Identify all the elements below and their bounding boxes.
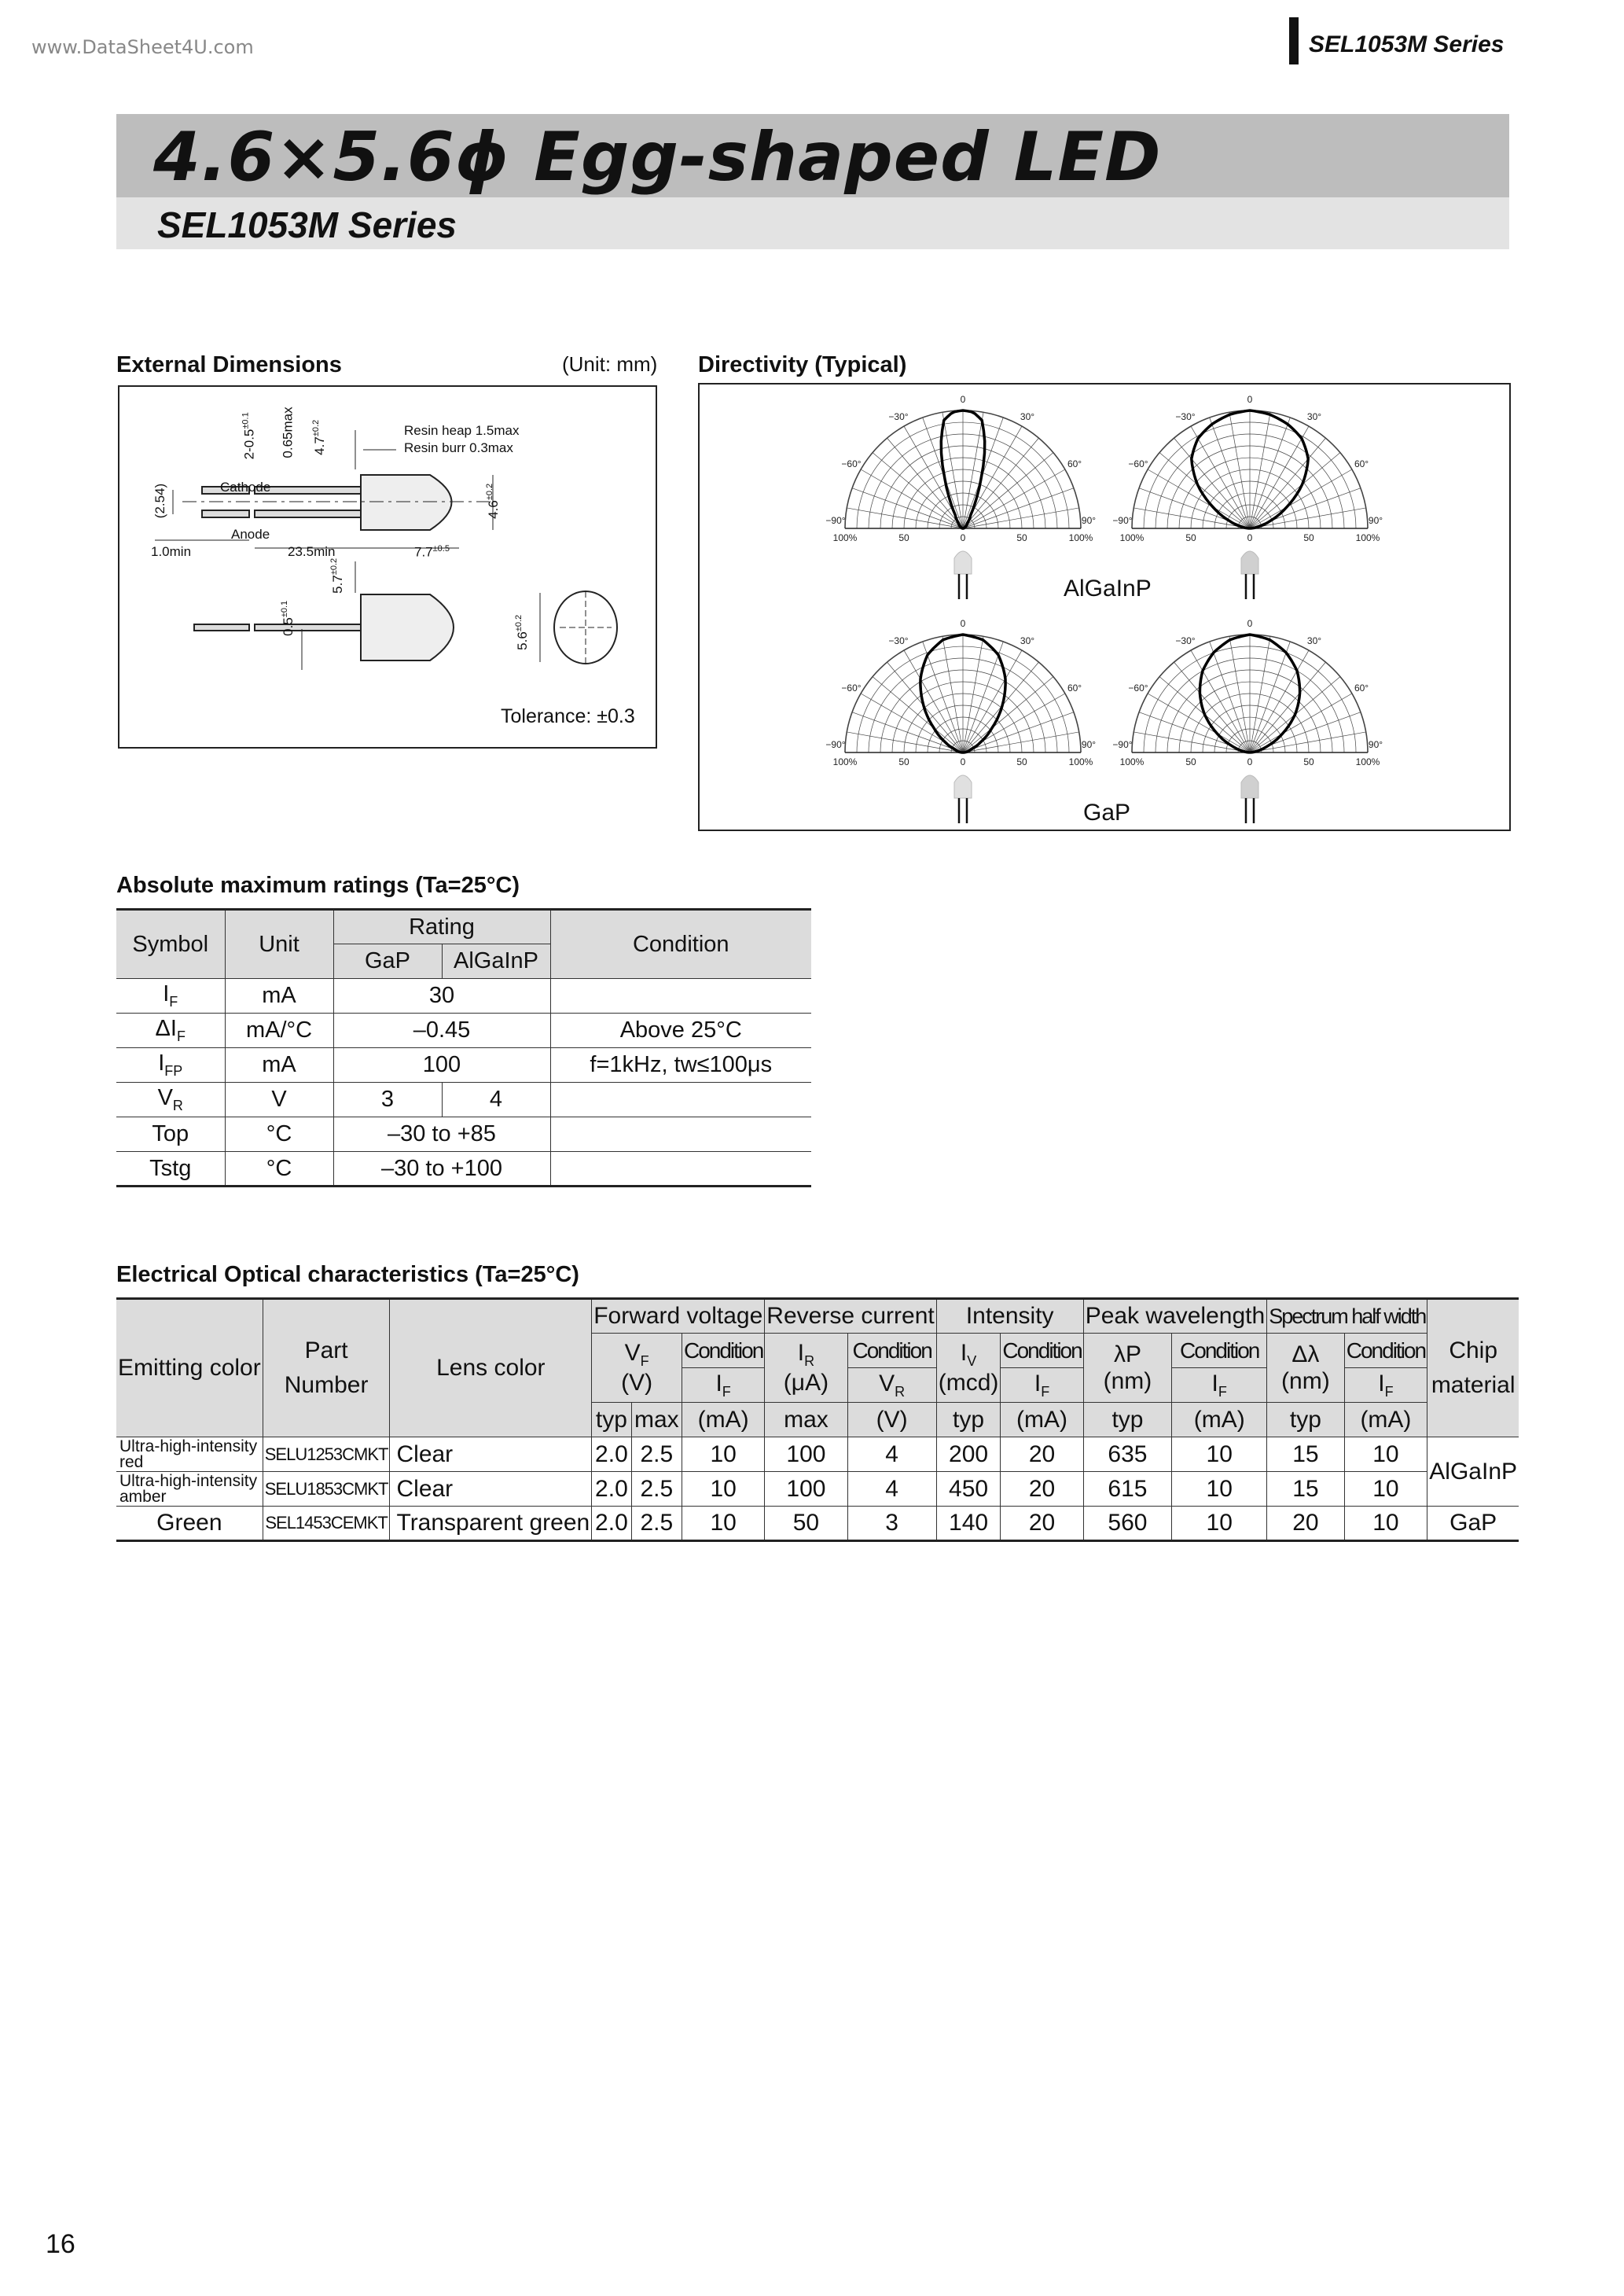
- eo-lens: Clear: [390, 1472, 592, 1507]
- eo-chip-gap: GaP: [1427, 1507, 1519, 1541]
- abs-unit: °C: [225, 1152, 333, 1187]
- angle-label: 30°: [1020, 410, 1035, 422]
- eo-iv: 200: [936, 1437, 1001, 1472]
- col-chip-material: Chip material: [1427, 1299, 1519, 1437]
- eo-if3: 10: [1172, 1472, 1267, 1507]
- radial-label: 0: [1247, 532, 1253, 543]
- header-bar: [1289, 17, 1299, 64]
- eo-if2: 20: [1001, 1472, 1083, 1507]
- led-icon: [1241, 551, 1258, 574]
- col-unit: Unit: [225, 910, 333, 979]
- lead-min-label: 1.0min: [151, 544, 192, 559]
- eo-ir: 100: [765, 1437, 847, 1472]
- directivity-heading: Directivity (Typical): [698, 352, 907, 377]
- angle-label: −60°: [841, 683, 862, 694]
- directivity-box: [698, 383, 1511, 831]
- abs-rating-algainp: 4: [442, 1083, 550, 1117]
- abs-unit: V: [225, 1083, 333, 1117]
- v-unit-2: (V): [847, 1403, 936, 1437]
- gap-group-label: GaP: [1083, 800, 1131, 826]
- pitch-label: (2.54): [152, 483, 168, 519]
- eo-vtyp: 2.0: [592, 1437, 631, 1472]
- eo-row: [116, 1437, 1519, 1472]
- eo-if1: 10: [682, 1437, 764, 1472]
- page-title: 4.6×5.6ϕ Egg-shaped LED: [153, 118, 1162, 197]
- col-spectrum-half-width: Spectrum half width: [1267, 1299, 1427, 1334]
- tolerance-note: Tolerance: ±0.3: [501, 705, 635, 727]
- width-57-label: $5.7^{\pm 0.2}$: [329, 557, 345, 594]
- max-2: max: [765, 1403, 847, 1437]
- page-subtitle: SEL1053M Series: [157, 204, 457, 245]
- cond-3: Condition: [1001, 1334, 1083, 1368]
- eo-vmax: 2.5: [631, 1507, 682, 1541]
- eo-if4: 10: [1344, 1507, 1427, 1541]
- radial-label: 0: [960, 756, 966, 767]
- eo-dl: 15: [1267, 1437, 1344, 1472]
- col-symbol: Symbol: [116, 910, 225, 979]
- col-peak-wavelength: Peak wavelength: [1083, 1299, 1267, 1334]
- abs-row: [116, 1014, 811, 1048]
- eo-heading: Electrical Optical characteristics (Ta=25°C): [116, 1262, 579, 1287]
- col-emitting-color: Emitting color: [116, 1299, 263, 1437]
- radial-label: 50: [1185, 756, 1196, 767]
- angle-label: −60°: [1128, 683, 1148, 694]
- dl-symbol: Δλ (nm): [1267, 1334, 1344, 1403]
- cond-4: Condition: [1172, 1334, 1267, 1368]
- angle-label: −30°: [1175, 635, 1196, 646]
- eo-dl: 15: [1267, 1472, 1344, 1507]
- col-algainp: AlGaInP: [442, 944, 550, 979]
- abs-row: [116, 1152, 811, 1187]
- lp-symbol: λP (nm): [1083, 1334, 1172, 1403]
- abs-symbol: $\Delta I_F$: [116, 1014, 225, 1048]
- eo-iv: 450: [936, 1472, 1001, 1507]
- eo-vr: 4: [847, 1472, 936, 1507]
- abs-max-heading: Absolute maximum ratings (Ta=25°C): [116, 873, 520, 898]
- col-lens-color: Lens color: [390, 1299, 592, 1437]
- algainp-group-label: AlGaInP: [1064, 576, 1152, 602]
- angle-label: 60°: [1354, 683, 1369, 694]
- height-56-label: $5.6^{\pm 0.2}$: [514, 614, 530, 650]
- col-condition: Condition: [550, 910, 811, 979]
- eo-row: [116, 1472, 1519, 1507]
- abs-row: [116, 1083, 811, 1117]
- ir-symbol: $I_R$ (μA): [765, 1334, 847, 1403]
- cond-5: Condition: [1344, 1334, 1427, 1368]
- if-sym-1: $I_F$: [682, 1368, 764, 1403]
- eo-vtyp: 2.0: [592, 1472, 631, 1507]
- eo-chip-algainp: AlGaInP: [1427, 1437, 1519, 1507]
- eo-emitting-color: Ultra-high-intensity red: [116, 1437, 263, 1472]
- dimensions-drawing: [118, 385, 657, 749]
- angle-label: 30°: [1020, 635, 1035, 646]
- eo-ir: 100: [765, 1472, 847, 1507]
- angle-label: −60°: [1128, 458, 1148, 469]
- angle-label: 90°: [1081, 515, 1097, 526]
- eo-if3: 10: [1172, 1507, 1267, 1541]
- abs-symbol: Top: [116, 1117, 225, 1152]
- radial-label: 100%: [832, 756, 858, 767]
- led-icon: [954, 775, 972, 798]
- angle-label: 60°: [1067, 683, 1082, 694]
- ma-2: (mA): [1001, 1403, 1083, 1437]
- radial-label: 50: [1303, 532, 1314, 543]
- eo-emitting-color: Ultra-high-intensity amber: [116, 1472, 263, 1507]
- radial-label: 100%: [1355, 532, 1380, 543]
- eo-vr: 3: [847, 1507, 936, 1541]
- abs-unit: mA: [225, 1048, 333, 1083]
- eo-if4: 10: [1344, 1472, 1427, 1507]
- cathode-label: Cathode: [220, 480, 271, 495]
- eo-vr: 4: [847, 1437, 936, 1472]
- dimension-drawing-svg: [119, 387, 656, 747]
- eo-if4: 10: [1344, 1437, 1427, 1472]
- radial-label: 100%: [1068, 532, 1093, 543]
- angle-label: −90°: [1112, 739, 1133, 750]
- cond-1: Condition: [682, 1334, 764, 1368]
- abs-symbol: $V_R$: [116, 1083, 225, 1117]
- radial-label: 50: [898, 756, 909, 767]
- abs-row: [116, 1048, 811, 1083]
- radial-label: 50: [1016, 532, 1027, 543]
- eo-if1: 10: [682, 1507, 764, 1541]
- page-number: 16: [46, 2229, 75, 2259]
- cond-2: Condition: [847, 1334, 936, 1368]
- col-part-number: Part Number: [263, 1299, 390, 1437]
- angle-label: 0: [1247, 618, 1253, 629]
- led-icon: [954, 551, 972, 574]
- angle-label: −90°: [825, 515, 846, 526]
- if-sym-3: $I_F$: [1172, 1368, 1267, 1403]
- typ-1: typ: [592, 1403, 631, 1437]
- abs-symbol: $I_{FP}$: [116, 1048, 225, 1083]
- typ-2: typ: [936, 1403, 1001, 1437]
- lead-length-label: 23.5min: [288, 544, 336, 559]
- abs-rating-gap: 3: [333, 1083, 442, 1117]
- ma-4: (mA): [1344, 1403, 1427, 1437]
- col-forward-voltage: Forward voltage: [592, 1299, 765, 1334]
- lead-width-label: $2-0.5^{\pm 0.1}$: [241, 412, 257, 460]
- angle-label: 90°: [1368, 515, 1383, 526]
- abs-unit: °C: [225, 1117, 333, 1152]
- abs-condition: [550, 979, 811, 1014]
- radial-label: 100%: [1119, 756, 1145, 767]
- eo-table: [116, 1297, 1519, 1542]
- ma-1: (mA): [682, 1403, 764, 1437]
- angle-label: −30°: [888, 635, 909, 646]
- width-47-label: $4.7^{\pm 0.2}$: [311, 419, 327, 455]
- typ-4: typ: [1267, 1403, 1344, 1437]
- polar-diagrams: [700, 385, 1509, 830]
- abs-rating: –30 to +85: [333, 1117, 550, 1152]
- angle-label: 30°: [1306, 635, 1322, 646]
- eo-ir: 50: [765, 1507, 847, 1541]
- eo-part-number: SELU1853CMKT: [263, 1472, 390, 1507]
- radial-label: 100%: [1355, 756, 1380, 767]
- eo-if2: 20: [1001, 1507, 1083, 1541]
- col-intensity: Intensity: [936, 1299, 1083, 1334]
- angle-label: −90°: [1112, 515, 1133, 526]
- radial-label: 0: [960, 532, 966, 543]
- abs-condition: f=1kHz, tw≤100μs: [550, 1048, 811, 1083]
- abs-row: [116, 979, 811, 1014]
- col-rating: Rating: [333, 910, 550, 944]
- resin-heap-label: Resin heap 1.5max: [404, 423, 520, 438]
- radial-label: 50: [898, 532, 909, 543]
- eo-lp: 635: [1083, 1437, 1172, 1472]
- max-1: max: [631, 1403, 682, 1437]
- angle-label: 90°: [1081, 739, 1097, 750]
- abs-condition: [550, 1083, 811, 1117]
- eo-part-number: SEL1453CEMKT: [263, 1507, 390, 1541]
- angle-label: 90°: [1368, 739, 1383, 750]
- gap-label: 0.65max: [280, 407, 296, 458]
- angle-label: −30°: [1175, 410, 1196, 422]
- anode-label: Anode: [231, 527, 270, 542]
- typ-3: typ: [1083, 1403, 1172, 1437]
- dimensions-heading: External Dimensions: [116, 352, 342, 377]
- eo-vmax: 2.5: [631, 1472, 682, 1507]
- if-sym-2: $I_F$: [1001, 1368, 1083, 1403]
- ma-3: (mA): [1172, 1403, 1267, 1437]
- if-sym-4: $I_F$: [1344, 1368, 1427, 1403]
- abs-row: [116, 1117, 811, 1152]
- abs-condition: [550, 1117, 811, 1152]
- angle-label: 60°: [1354, 458, 1369, 469]
- eo-lp: 615: [1083, 1472, 1172, 1507]
- resin-burr-label: Resin burr 0.3max: [404, 440, 513, 455]
- angle-label: 0: [1247, 394, 1253, 405]
- eo-lens: Clear: [390, 1437, 592, 1472]
- eo-vtyp: 2.0: [592, 1507, 631, 1541]
- radial-label: 50: [1016, 756, 1027, 767]
- abs-unit: mA/°C: [225, 1014, 333, 1048]
- eo-iv: 140: [936, 1507, 1001, 1541]
- abs-unit: mA: [225, 979, 333, 1014]
- abs-symbol: $I_F$: [116, 979, 225, 1014]
- abs-rating: 100: [333, 1048, 550, 1083]
- iv-symbol: $I_V$ (mcd): [936, 1334, 1001, 1403]
- thickness-label: $0.5^{\pm 0.1}$: [280, 600, 296, 636]
- eo-vmax: 2.5: [631, 1437, 682, 1472]
- eo-if2: 20: [1001, 1437, 1083, 1472]
- abs-symbol: Tstg: [116, 1152, 225, 1187]
- angle-label: 60°: [1067, 458, 1082, 469]
- body-length-label: $7.7^{\pm 0.5}$: [414, 544, 450, 560]
- angle-label: −30°: [888, 410, 909, 422]
- eo-if1: 10: [682, 1472, 764, 1507]
- radial-label: 100%: [832, 532, 858, 543]
- vr-sym: $V_R$: [847, 1368, 936, 1403]
- radial-label: 100%: [1068, 756, 1093, 767]
- vf-symbol: $V_F$ (V): [592, 1334, 682, 1403]
- radial-label: 0: [1247, 756, 1253, 767]
- led-icon: [1241, 775, 1258, 798]
- col-gap: GaP: [333, 944, 442, 979]
- watermark-url: www.DataSheet4U.com: [31, 36, 254, 58]
- eo-emitting-color: Green: [116, 1507, 263, 1541]
- angle-label: 0: [960, 618, 966, 629]
- col-reverse-current: Reverse current: [765, 1299, 936, 1334]
- abs-condition: Above 25°C: [550, 1014, 811, 1048]
- eo-part-number: SELU1253CMKT: [263, 1437, 390, 1472]
- angle-label: −60°: [841, 458, 862, 469]
- abs-rating: –30 to +100: [333, 1152, 550, 1187]
- height-46-label: $4.6^{\pm 0.2}$: [485, 483, 501, 519]
- eo-lp: 560: [1083, 1507, 1172, 1541]
- abs-condition: [550, 1152, 811, 1187]
- eo-row: [116, 1507, 1519, 1541]
- eo-if3: 10: [1172, 1437, 1267, 1472]
- radial-label: 100%: [1119, 532, 1145, 543]
- angle-label: 0: [960, 394, 966, 405]
- header-series: SEL1053M Series: [1309, 31, 1505, 57]
- radial-label: 50: [1185, 532, 1196, 543]
- abs-max-table: [116, 908, 811, 1187]
- radial-label: 50: [1303, 756, 1314, 767]
- eo-dl: 20: [1267, 1507, 1344, 1541]
- abs-rating: 30: [333, 979, 550, 1014]
- angle-label: −90°: [825, 739, 846, 750]
- eo-lens: Transparent green: [390, 1507, 592, 1541]
- unit-note: (Unit: mm): [562, 352, 658, 376]
- abs-rating: –0.45: [333, 1014, 550, 1048]
- angle-label: 30°: [1306, 410, 1322, 422]
